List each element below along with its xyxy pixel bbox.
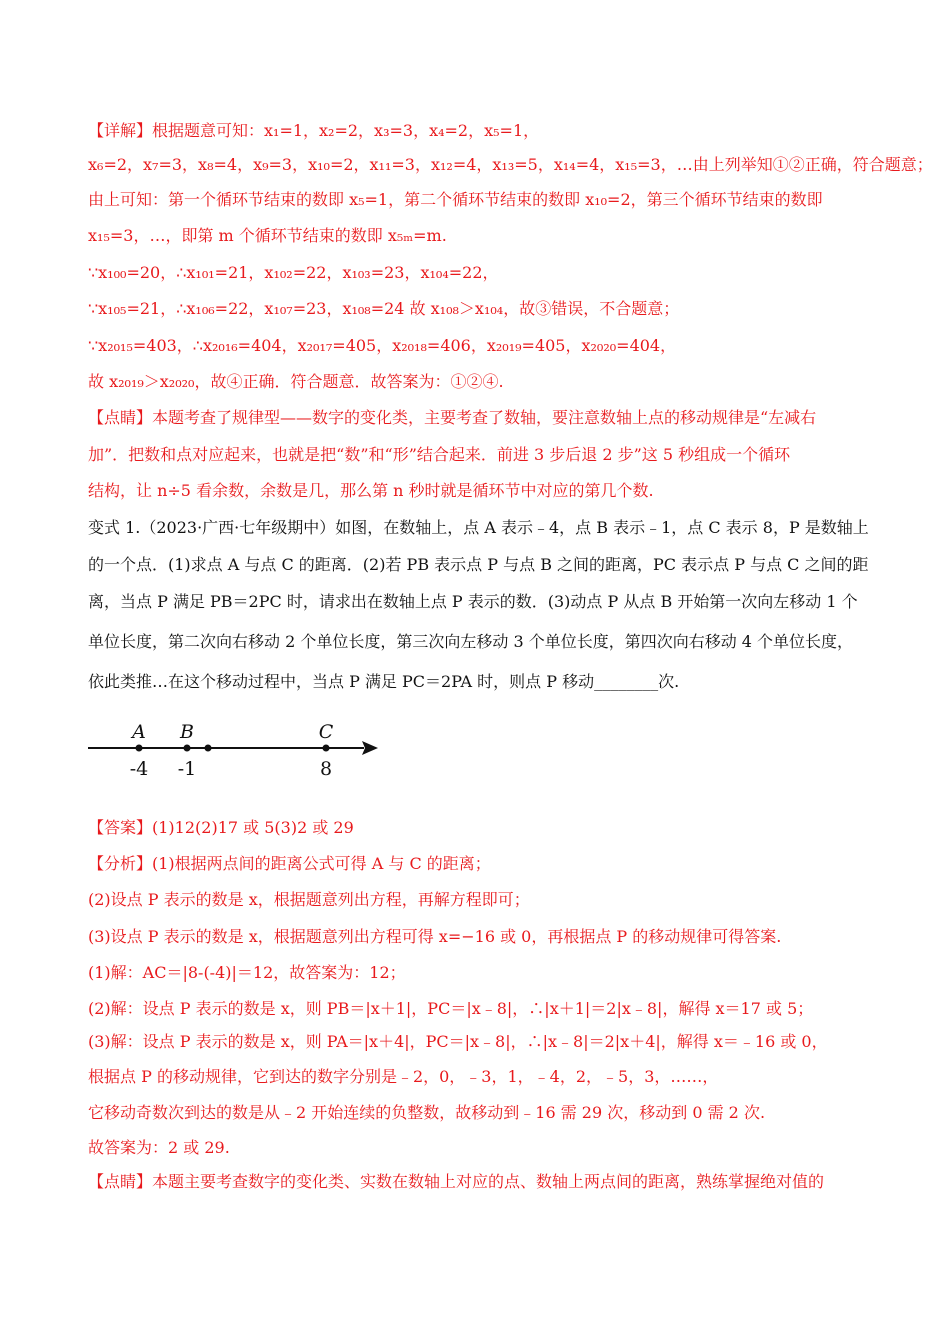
line: (2)设点 P 表示的数是 x，根据题意列出方程，再解方程即可； (88, 890, 530, 909)
point-c-label: C (318, 721, 334, 743)
point-b-label: B (180, 721, 194, 743)
line: 根据点 P 的移动规律，它到达的数字分别是﹣2，0，﹣3，1，﹣4，2，﹣5，3，……， (88, 1067, 719, 1086)
point-a-dot (136, 745, 143, 752)
number-line-figure (84, 716, 384, 786)
line: x₆=2，x₇=3，x₈=4，x₉=3，x₁₀=2，x₁₁=3，x₁₂=4，x₁₃=5，x₁₄=4，x₁₅=3，…由上列举知①②正确，符合题意； (88, 155, 933, 174)
line: ∵x₁₀₅=21，∴x₁₀₆=22，x₁₀₇=23，x₁₀₈=24 故 x₁₀₈＞x₁₀₄，故③错误，不合题意； (88, 299, 680, 318)
line: 离，当点 P 满足 PB＝2PC 时，请求出在数轴上点 P 表示的数．(3)动点 P 从点 B 开始第一次向左移动 1 个 (88, 592, 858, 611)
line: 由上可知：第一个循环节结束的数即 x₅=1，第二个循环节结束的数即 x₁₀=2，第三个循环节结束的数即 (88, 190, 823, 209)
line: x₁₅=3，…，即第 m 个循环节结束的数即 x₅ₘ=m. (88, 226, 447, 245)
line: 故答案为：2 或 29. (88, 1138, 230, 1157)
line: 【分析】(1)根据两点间的距离公式可得 A 与 C 的距离； (88, 854, 491, 873)
point-a-value: -4 (129, 758, 149, 780)
line: (1)解：AC＝|8-(-4)|＝12，故答案为：12； (88, 963, 406, 982)
line: 结构，让 n÷5 看余数，余数是几，那么第 n 秒时就是循环节中对应的第几个数. (88, 481, 654, 500)
line: 依此类推…在这个移动过程中，当点 P 满足 PC＝2PA 时，则点 P 移动________次. (88, 672, 680, 691)
point-a-label: A (132, 721, 146, 743)
line: 故 x₂₀₁₉＞x₂₀₂₀，故④正确．符合题意．故答案为：①②④. (88, 372, 504, 391)
line: 的一个点．(1)求点 A 与点 C 的距离．(2)若 PB 表示点 P 与点 B 之间的距离，PC 表示点 P 与点 C 之间的距 (88, 555, 869, 574)
point-c-value: 8 (319, 758, 333, 780)
point-c-dot (323, 745, 330, 752)
line: 【点睛】本题主要考查数字的变化类、实数在数轴上对应的点、数轴上两点间的距离，熟练掌握绝对值的 (88, 1172, 825, 1191)
line: 变式 1.（2023·广西·七年级期中）如图，在数轴上，点 A 表示﹣4，点 B 表示﹣1，点 C 表示 8，P 是数轴上 (88, 518, 869, 537)
line: (3)设点 P 表示的数是 x，根据题意列出方程可得 x=−16 或 0，再根据点 P 的移动规律可得答案. (88, 927, 782, 946)
line: 加”．把数和点对应起来，也就是把“数”和“形”结合起来．前进 3 步后退 2 步”这 5 秒组成一个循环 (88, 445, 791, 464)
line: ∵x₁₀₀=20，∴x₁₀₁=21，x₁₀₂=22，x₁₀₃=23，x₁₀₄=22， (88, 263, 499, 282)
line: 它移动奇数次到达的数是从﹣2 开始连续的负整数，故移动到﹣16 需 29 次，移动到 0 需 2 次. (88, 1103, 766, 1122)
point-b-value: -1 (177, 758, 197, 780)
line: (2)解：设点 P 表示的数是 x，则 PB＝|x＋1|，PC＝|x﹣8|，∴|x＋1|＝2|x﹣8|，解得 x＝17 或 5； (88, 999, 814, 1018)
extra-dot (205, 745, 212, 752)
line: 【点睛】本题考查了规律型——数字的变化类，主要考查了数轴，要注意数轴上点的移动规律是“左减右 (88, 408, 817, 427)
line: ∵x₂₀₁₅=403，∴x₂₀₁₆=404，x₂₀₁₇=405，x₂₀₁₈=406，x₂₀₁₉=405，x₂₀₂₀=404， (88, 336, 677, 355)
point-b-dot (184, 745, 191, 752)
line: 【答案】(1)12(2)17 或 5(3)2 或 29 (88, 818, 354, 837)
arrow-right-icon (362, 741, 378, 755)
line: 单位长度，第二次向右移动 2 个单位长度，第三次向左移动 3 个单位长度，第四次向右移动 4 个单位长度， (88, 632, 854, 651)
line: (3)解：设点 P 表示的数是 x，则 PA＝|x＋4|，PC＝|x﹣8|，∴|x﹣8|＝2|x＋4|，解得 x＝﹣16 或 0， (88, 1032, 828, 1051)
line: 【详解】根据题意可知：x₁=1，x₂=2，x₃=3，x₄=2，x₅=1， (88, 121, 540, 140)
